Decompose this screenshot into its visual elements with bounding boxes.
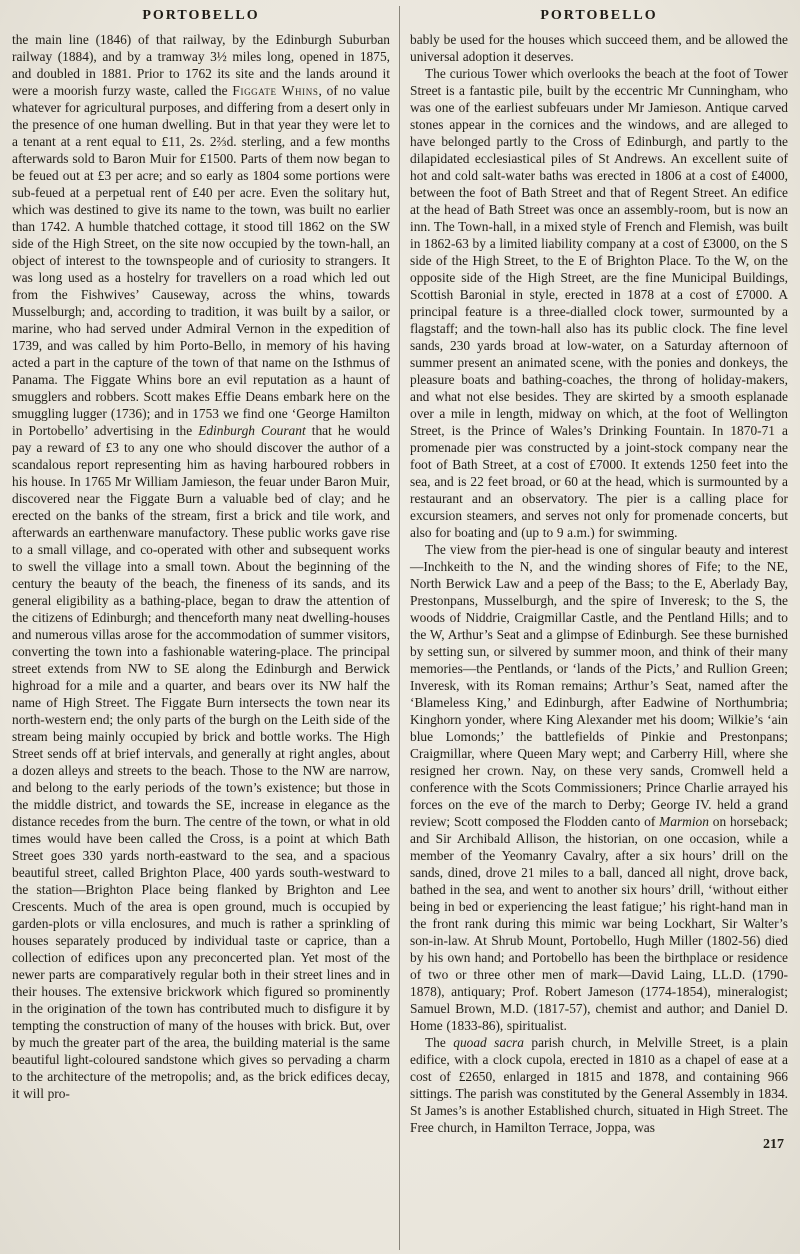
- page-number: 217: [763, 1137, 784, 1152]
- paragraph: [410, 541, 788, 1034]
- left-column: [12, 6, 399, 1250]
- italic-text: quoad sacra: [453, 1035, 524, 1050]
- body-text: , of no value whatever for agricultural purposes, and differing from a desert only in the presence of one human dwelling. But in that year they were let to a tenant at a rent equal to £11, 2s. 2⅔d. sterling, and a few months afterwards sold to Baron Muir for £1500. Parts of them now began to be feued out at £3 per acre; and so early as 1804 some portions were sub-feued at a perpetual rent of £40 per acre. Even the solitary hut, which was destined to give its name to the town, was built no earlier than 1742. A humble thatched cottage, it stood till 1862 on the SW side of the High Street, on the site now occupied by the town-hall, an object of interest to the townspeople and of curiosity to strangers. It was long used as a hostelry for travellers on a road which led out from the Fishwives’ Causeway, across the whins, towards Musselburgh; and, according to tradition, it was built by a sailor, or marine, who had served under Admiral Vernon in the expedition of 1739, and was called by him Porto-Bello, in memory of his having acted a part in the capture of the town of that name on the Isthmus of Panama. The Figgate Whins bore an evil reputation as a haunt of smugglers and robbers. Scott makes Effie Deans embark here on the smuggling lugger (1736); and in 1753 we find one ‘George Hamilton in Portobello’ advertising in the: [12, 83, 390, 438]
- body-text: bably be used for the houses which succeed them, and be allowed the universal adoption it deserves.: [410, 32, 788, 64]
- small-caps-text: Figgate Whins: [232, 83, 319, 98]
- paragraph: [410, 31, 788, 65]
- right-column-header: PORTOBELLO: [540, 8, 658, 23]
- italic-text: Edinburgh Courant: [198, 423, 306, 438]
- left-column-text: [12, 31, 390, 1102]
- body-text: that he would pay a reward of £3 to any one who should discover the author of a scandalous report representing him as having harboured robbers in his house. In 1765 Mr William Jamieson, the feuar under Baron Muir, discovered near the Figgate Burn a valuable bed of clay; and he erected on the banks of the stream, first a brick and tile work, and afterwards an earthenware manufactory. These public works gave rise to a small village, and co-operated with other and subsequent works to swell the village into a small town. About the beginning of the century the beauty of the beach, the fineness of its sands, and its general eligibility as a bathing-place, began to draw the attention of the citizens of Edinburgh; and thenceforth many neat dwelling-houses and numerous villas arose for the accommodation of summer visitors, converting the town into a fashionable watering-place. The principal street extends from NW to SE along the Edinburgh and Berwick highroad for a mile and a quarter, and bears over its NW half the name of High Street. The Figgate Burn intersects the town near its north-western end; the only parts of the burgh on the Leith side of the stream being mainly occupied by brick and bottle works. The High Street sends off at brief intervals, and generally at right angles, about a dozen alleys and streets to the beach. Those to the NW are narrow, and belong to the early periods of the town’s existence; but those in the middle district, and towards the SE, increase in elegance as the distance recedes from the burn. The centre of the town, or what in old times would have been called the Cross, is a point at which Bath Street goes 330 yards north-eastward to the sea, and a spacious beautiful street, called Brighton Place, 400 yards south-westward to the station—Brighton Place being flanked by Brighton and Lee Crescents. Much of the area is open ground, much is occupied by garden-plots or villa enclosures, and much is rather a sprinkling of houses separately produced by individual taste or caprice, than a collection of edifices upon any preconcerted plan. Yet most of the newer parts are comparatively regular both in their street lines and in their houses. The extensive brickwork which figured so prominently in the origination of the town has contributed much to disfigure it by tempting the construction of many of the houses with brick. But, over by much the greater part of the area, the building material is the same beautiful light-coloured sandstone which gives so pervading a charm to the architecture of the metropolis; and, as the brick edifices decay, it will pro-: [12, 423, 391, 1101]
- paragraph: [410, 1034, 788, 1136]
- body-text: the main line (1846) of that railway, by the Edinburgh Suburban railway (1884), and by a tramway 3½ miles long, opened in 1875, and doubled in 1881. Prior to 1762 its site and the lands around it were a moorish furzy waste, called the: [12, 32, 390, 98]
- body-text: The view from the pier-head is one of singular beauty and interest—Inchkeith to the N, and the winding shores of Fife; to the NE, North Berwick Law and a peep of the Bass; to the E, Aberlady Bay, Prestonpans, Musselburgh, and the spire of Inveresk; to the S, the woods of Niddrie, Craigmillar Castle, and the Pentland Hills; and to the W, Arthur’s Seat and a glimpse of Edinburgh. See these burnished by setting sun, or silvered by summer moon, and think of their many memories—the Pentlands, or ‘lands of the Picts,’ and Rullion Green; Inveresk, with its Roman remains; Arthur’s Seat, named after the ‘Blameless King,’ and Edinburgh, after Eadwine of Northumbria; Kinghorn yonder, where King Alexander met his doom; Wilkie’s ‘ain blue Lomonds;’ the battlefields of Pinkie and Prestonpans; Craigmillar, where Queen Mary wept; and Carberry Hill, where she resigned her crown. Nay, on these very sands, Cromwell held a conference with the Scots Commissioners; Prince Charlie arrayed his forces on the eve of the march to Derby; George IV. held a grand review; Scott composed the Flodden canto of: [410, 542, 788, 829]
- body-text: The curious Tower which overlooks the beach at the foot of Tower Street is a fantastic pile, built by the eccentric Mr Cunningham, who was one of the earliest subfeuars under Mr Jamieson. Antique carved stones appear in the cornices and the windows, and are alleged to have belonged partly to the Cross of Edinburgh, and partly to the dilapidated ecclesiastical piles of St Andrews. An excellent suite of hot and cold salt-water baths was erected in 1806 at a cost of £4000, between the foot of Bath Street and that of Regent Street. An edifice at the head of Bath Street was once an assembly-room, but is now an inn. The Town-hall, in a mixed style of French and Flemish, was built in 1862-63 by a limited liability company at a cost of £3000, on the S side of the High Street, to the E of Brighton Place. To the W, on the opposite side of the High Street, are the fine Municipal Buildings, Scottish Baronial in style, erected in 1878 at a cost of £7000. A principal feature is a three-dialled clock tower, surmounted by a flagstaff; and the town-hall also has its public clock. The fine level sands, 230 yards broad at low-water, on a Saturday afternoon of summer present an animated scene, with the ponies and donkeys, the pleasure boats and bathing-coaches, the throng of holiday-makers, and what not else besides. They are skirted by a smooth esplanade over a mile in length, midway on which, at the foot of Wellington Street, is the Prince of Wales’s Drinking Fountain. In 1870-71 a promenade pier was constructed by a joint-stock company near the foot of Bath Street, at a cost of £7000. It extends 1250 feet into the sea, and is 22 feet broad, or 60 at the head, which is surmounted by a restaurant and an observatory. The pier is a calling place for excursion steamers, and serves not only for promenade concerts, but also for boating and (up to 9 a.m.) for swimming.: [410, 66, 788, 540]
- right-column: [400, 6, 788, 1250]
- right-column-text: [410, 31, 788, 1136]
- paragraph: [12, 31, 390, 1102]
- body-text: The: [425, 1035, 454, 1050]
- body-text: on horseback; and Sir Archibald Allison, the historian, on one occasion, while a member of the Yeomanry Cavalry, after a six hours’ drill on the sands, dined, drove 21 miles to a ball, danced all night, drove back, bathed in the sea, and went to another six hours’ drill, ‘without either being in bed or experiencing the least fatigue;’ his right-hand man in the front rank during this mimic war being Lockhart, Sir Walter’s son-in-law. At Shrub Mount, Portobello, Hugh Miller (1802-56) died by his own hand; and Portobello has been the birthplace or residence of two or three other men of mark—David Laing, LL.D. (1790-1878), antiquary; Prof. Robert Jameson (1774-1854), mineralogist; Samuel Brown, M.D. (1817-57), chemist and author; and Daniel D. Home (1833-86), spiritualist.: [410, 814, 788, 1033]
- paragraph: [410, 65, 788, 541]
- body-text: parish church, in Melville Street, is a plain edifice, with a clock cupola, erected in 1810 as a chapel of ease at a cost of £2650, enlarged in 1815 and 1878, and containing 966 sittings. The parish was constituted by the General Assembly in 1834. St James’s is another Established church, situated in High Street. The Free church, in Hamilton Terrace, Joppa, was: [410, 1035, 788, 1135]
- italic-text: Marmion: [659, 814, 709, 829]
- left-column-header: PORTOBELLO: [142, 8, 260, 23]
